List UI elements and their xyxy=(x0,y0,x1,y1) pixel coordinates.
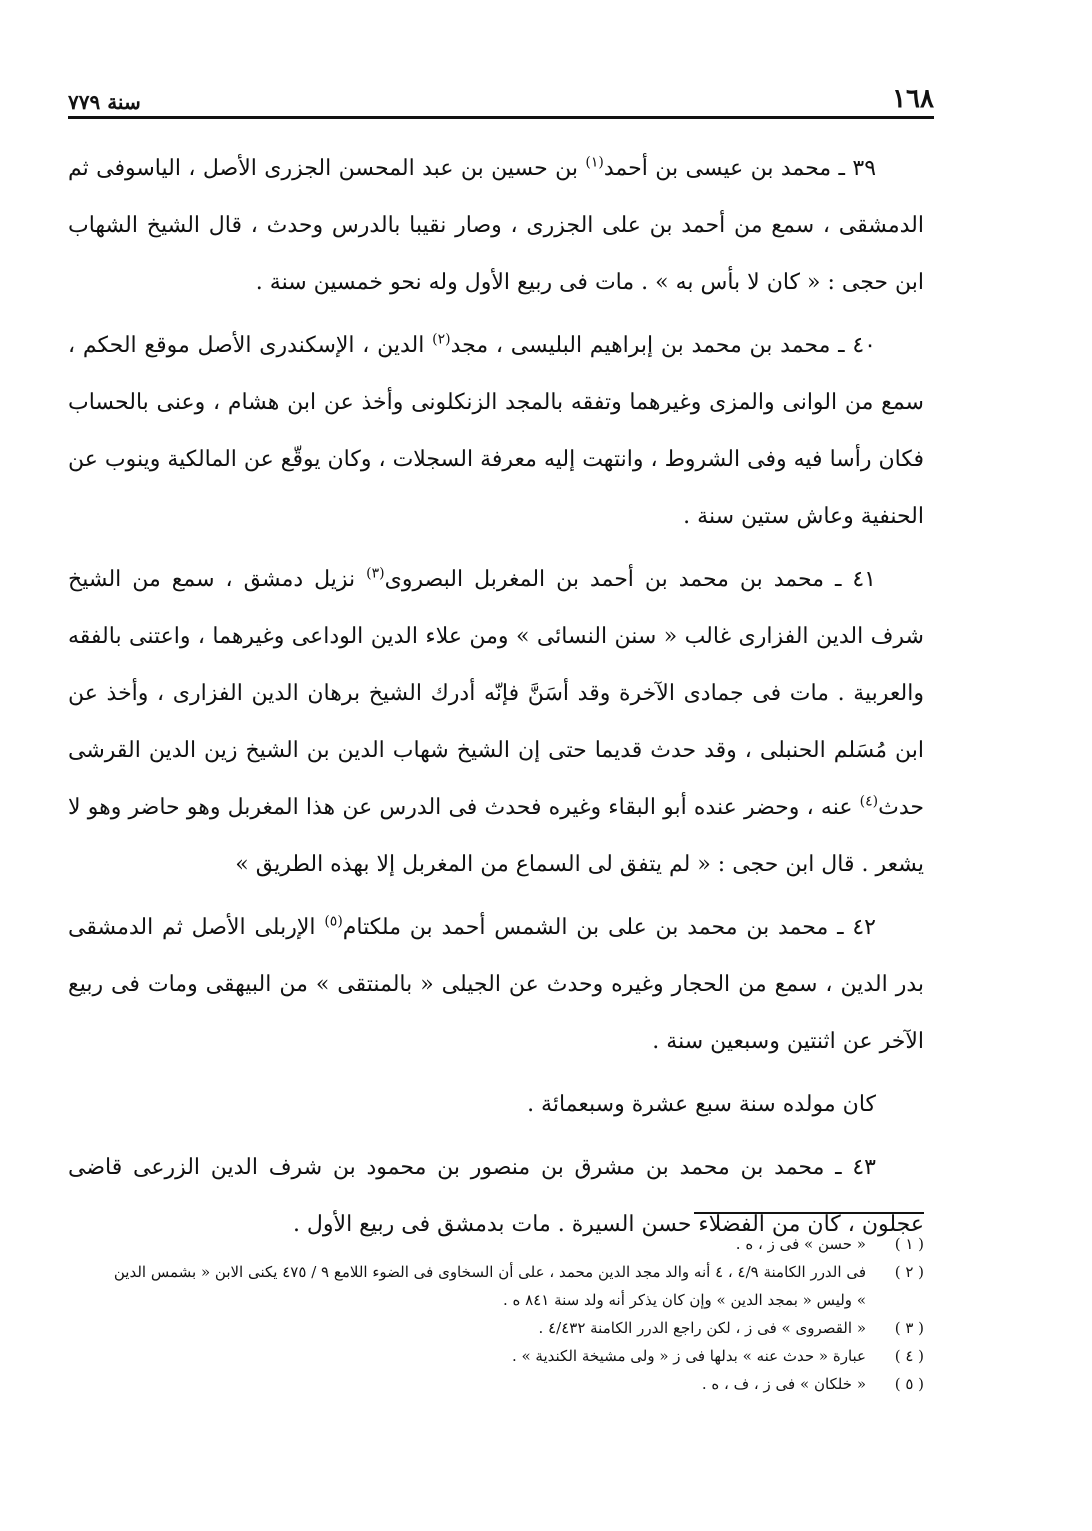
footnote-mark: ( ٣ ) xyxy=(894,1319,924,1337)
footnote-text: « خلكان » فى ز ، ف ، ه . xyxy=(701,1375,866,1393)
footnote-1 xyxy=(100,1230,924,1258)
footnote-text: عبارة « حدث عنه » بدلها فى ز « ولى مشيخة الكندية » . xyxy=(511,1347,866,1365)
footnote-mark: ( ٥ ) xyxy=(894,1375,924,1393)
entry-number: ٤١ ـ xyxy=(834,567,876,592)
footnote-mark: ( ٤ ) xyxy=(894,1347,924,1365)
page-number: ١٦٨ xyxy=(892,84,934,114)
main-text xyxy=(68,140,924,1259)
entry-text: الدين ، الإسكندرى الأصل موقع الحكم ، سمع من الوانى والمزى وغيرهما وتفقه بالمجد الزنكلونى وأخذ عن ابن هشام ، وعنى بالحساب فكان رأسا فيه وفى الشروط ، وانتهت إليه معرفة السجلات ، وكان يوقّع عن المالكية وينوب عن الحنفية وعاش ستين سنة . xyxy=(68,333,924,529)
entry-text: محمد بن عيسى بن أحمد xyxy=(603,156,832,181)
entry-text: بن حسين بن عبد المحسن الجزرى الأصل ، الياسوفى ثم الدمشقى ، سمع من أحمد بن على الجزرى ، وصار نقيبا بالدرس وحدث ، قال الشيخ الشهاب ابن حجى : « كان لا بأس به » . مات فى ربيع الأول وله نحو خمسين سنة . xyxy=(68,156,924,295)
entry-text: الإربلى الأصل ثم الدمشقى بدر الدين ، سمع من الحجار وغيره وحدث عن الجيلى « بالمنتقى » من البيهقى ومات فى ربيع الآخر عن اثنتين وسبعين سنة . xyxy=(68,915,924,1054)
entry-39 xyxy=(68,140,924,311)
footnote-mark: ( ١ ) xyxy=(894,1235,924,1253)
footnote-mark: ( ٢ ) xyxy=(894,1263,924,1281)
entry-text: نزيل دمشق ، سمع من الشيخ شرف الدين الفزارى غالب « سنن النسائى » ومن علاء الدين الوداعى وغيرهما ، واعتنى بالفقه والعربية . مات فى جمادى الآخرة وقد أسَنَّ فإنّه أدرك الشيخ برهان الدين الفزارى ، وأخذ عن ابن مُسَلم الحنبلى ، وقد حدث قديما حتى إن الشيخ شهاب الدين بن الشيخ زين الدين القرشى حدث xyxy=(68,567,924,820)
page-header xyxy=(68,72,934,112)
entry-41 xyxy=(68,551,924,893)
entry-42 xyxy=(68,899,924,1070)
footnote-3 xyxy=(100,1314,924,1342)
entry-40 xyxy=(68,317,924,545)
entry-number: ٤٣ ـ xyxy=(835,1155,876,1180)
entry-text: محمد بن محمد بن إبراهيم البليسى ، مجد xyxy=(450,333,831,358)
footnote-text: « القصروى » فى ز ، لكن راجع الدرر الكامنة ٤/٤٣٢ . xyxy=(538,1319,866,1337)
entry-text: محمد بن محمد بن مشرق بن منصور بن محمود بن شرف الدين الزرعى قاضى عجلون ، كان من الفضلاء حسن السيرة . مات بدمشق فى ربيع الأول . xyxy=(68,1155,924,1237)
entry-number: ٤٠ ـ xyxy=(838,333,876,358)
entry-number: ٣٩ ـ xyxy=(838,156,877,181)
footnote-5 xyxy=(100,1370,924,1398)
footnote-ref[interactable]: (٥) xyxy=(324,913,343,930)
running-head: سنة ٧٧٩ xyxy=(68,90,141,114)
footnote-ref[interactable]: (٣) xyxy=(366,565,385,582)
entry-text: محمد بن محمد بن أحمد بن المغربل البصروى xyxy=(384,567,824,592)
entry-number: ٤٢ ـ xyxy=(837,915,876,940)
footnote-ref[interactable]: (١) xyxy=(585,154,604,171)
footnote-text: فى الدرر الكامنة ٤/٩ ، ٤ أنه والد مجد الدين محمد ، على أن السخاوى فى الضوء اللامع ٩ / ٤٧٥ يكنى الابن « بشمس الدين » وليس « بمجد الدين » وإن كان يذكر أنه ولد سنة ٨٤١ ه . xyxy=(113,1263,866,1309)
entry-text: عنه ، وحضر عنده أبو البقاء وغيره فحدث فى الدرس عن هذا المغربل وهو حاضر وهو لا يشعر . قال ابن حجى : « لم يتفق لى السماع من المغربل إلا بهذه الطريق » xyxy=(68,795,924,877)
footnote-2 xyxy=(100,1258,924,1314)
footnote-ref[interactable]: (٢) xyxy=(432,331,451,348)
footnotes xyxy=(100,1230,924,1398)
birth-note: كان مولده سنة سبع عشرة وسبعمائة . xyxy=(527,1092,876,1117)
footnote-4 xyxy=(100,1342,924,1370)
header-rule xyxy=(68,116,934,119)
footnotes-rule xyxy=(694,1212,924,1214)
footnote-text: « حسن » فى ز ، ه . xyxy=(735,1235,866,1253)
footnote-ref[interactable]: (٤) xyxy=(859,793,879,810)
entry-text: محمد بن محمد بن على بن الشمس أحمد بن ملكتام xyxy=(342,915,829,940)
